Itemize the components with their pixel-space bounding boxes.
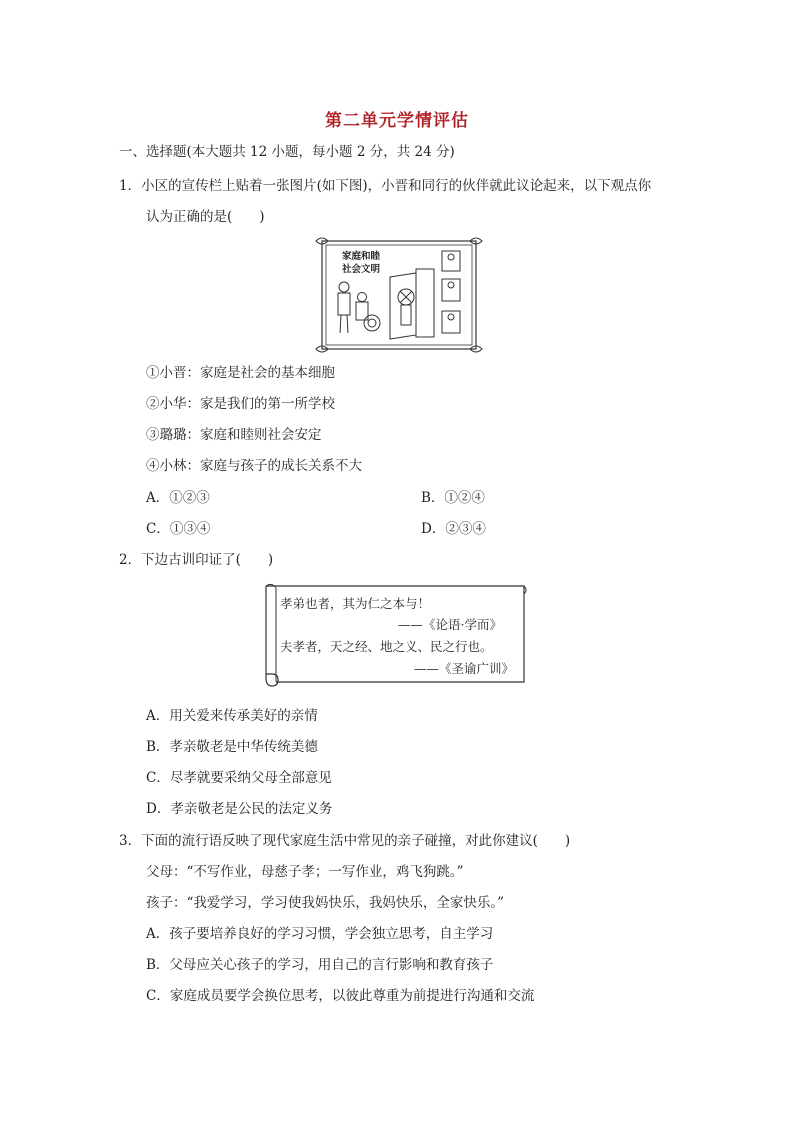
poster-caption-line2: 社会文明 [342,264,381,275]
scroll-line-3: 夫孝者，天之经、地之义、民之行也。 [280,639,493,654]
q3-option-c: C．家庭成员要学会换位思考，以彼此尊重为前提进行沟通和交流 [146,988,535,1004]
q2-option-c: C．尽孝就要采纳父母全部意见 [146,770,332,786]
section-heading: 一、选择题(本大题共 12 小题，每小题 2 分，共 24 分) [119,144,455,160]
family-harmony-poster [314,235,484,355]
scroll-line-1: 孝弟也者，其为仁之本与！ [280,596,431,611]
q2-option-d: D．孝亲敬老是公民的法定义务 [146,801,333,817]
q3-option-a: A．孩子要培养良好的学习习惯，学会独立思考，自主学习 [146,926,494,942]
q1-statement-2: ②小华：家是我们的第一所学校 [146,396,335,412]
poster-caption-line1: 家庭和睦 [342,251,381,262]
page-title: 第二单元学情评估 [325,111,469,131]
ancient-motto-scroll [258,582,530,690]
q3-quote-child: 孩子：“我爱学习，学习使我妈快乐，我妈快乐，全家快乐。” [146,895,505,911]
poster-illustration [314,235,484,355]
q2-stem: 2．下边古训印证了( ) [119,552,274,568]
scroll-line-2: ——《论语·学而》 [398,617,502,632]
q3-option-b: B．父母应关心孩子的学习，用自己的言行影响和教育孩子 [146,957,494,973]
q1-option-c: C．①③④ [146,521,211,537]
q1-statement-4: ④小林：家庭与孩子的成长关系不大 [146,458,362,474]
q2-option-a: A．用关爱来传承美好的亲情 [146,708,318,724]
scroll-line-4: ——《圣谕广训》 [414,661,515,676]
q1-option-a: A．①②③ [146,490,210,506]
q1-option-d: D．②③④ [421,521,486,537]
q1-stem-line2: 认为正确的是( ) [146,209,265,225]
q3-quote-parents: 父母：“不写作业，母慈子孝；一写作业，鸡飞狗跳。” [146,864,464,880]
q2-option-b: B．孝亲敬老是中华传统美德 [146,739,318,755]
q1-stem-line1: 1．小区的宣传栏上贴着一张图片(如下图)，小晋和同行的伙伴就此议论起来，以下观点你 [119,178,652,194]
q3-stem: 3．下面的流行语反映了现代家庭生活中常见的亲子碰撞，对此你建议( ) [119,833,571,849]
q1-option-b: B．①②④ [421,490,485,506]
q1-statement-1: ①小晋：家庭是社会的基本细胞 [146,365,335,381]
q1-statement-3: ③璐璐：家庭和睦则社会安定 [146,427,322,443]
